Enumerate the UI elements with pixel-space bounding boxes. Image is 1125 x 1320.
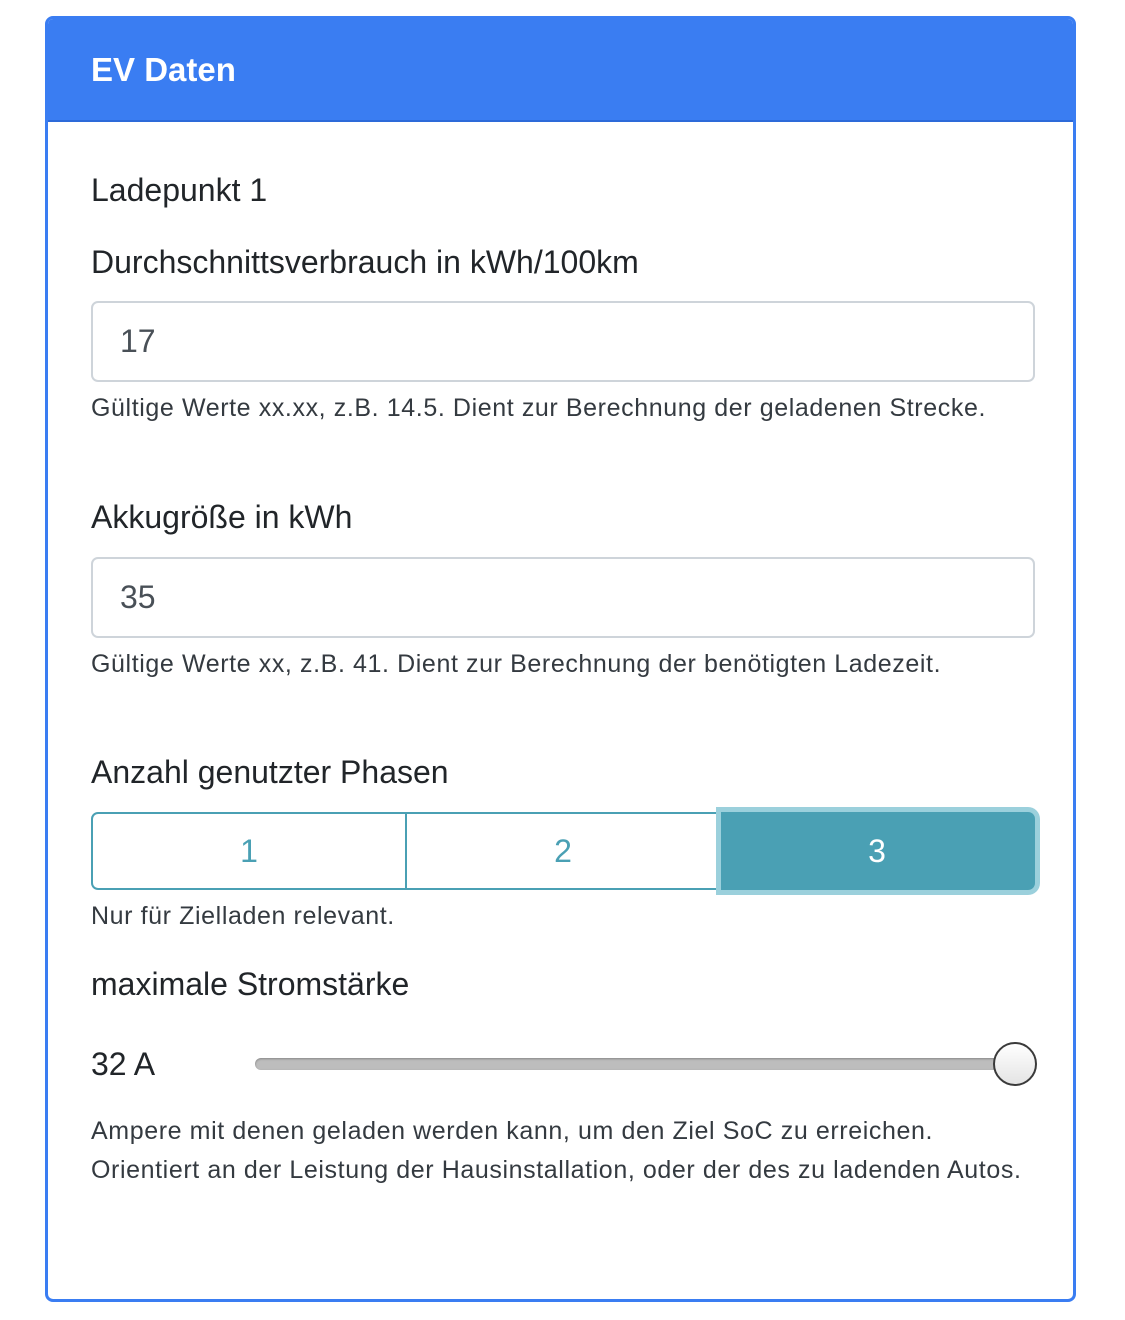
consumption-input[interactable] xyxy=(91,301,1035,382)
current-slider-thumb[interactable] xyxy=(993,1042,1037,1086)
consumption-label: Durchschnittsverbrauch in kWh/100km xyxy=(91,244,639,280)
consumption-help: Gültige Werte xx.xx, z.B. 14.5. Dient zur Berechnung der geladenen Strecke. xyxy=(91,394,986,422)
current-help: Ampere mit denen geladen werden kann, um den Ziel SoC zu erreichen. Orientiert an der Leistung der Hausinstallation, oder der des zu ladenden Autos. xyxy=(91,1117,1022,1184)
card-header xyxy=(48,19,1073,122)
battery-label: Akkugröße in kWh xyxy=(91,499,353,535)
battery-input[interactable] xyxy=(91,557,1035,638)
phase-button-2[interactable]: 2 xyxy=(407,812,721,890)
phases-help: Nur für Zielladen relevant. xyxy=(91,902,395,930)
current-slider[interactable] xyxy=(255,1058,1035,1070)
current-label: maximale Stromstärke xyxy=(91,966,410,1002)
phase-button-3[interactable]: 3 xyxy=(721,812,1035,890)
ev-data-card xyxy=(45,16,1076,1302)
current-value: 32 A xyxy=(91,1046,156,1082)
phase-button-1[interactable]: 1 xyxy=(91,812,407,890)
battery-help: Gültige Werte xx, z.B. 41. Dient zur Berechnung der benötigten Ladezeit. xyxy=(91,650,942,678)
section-title: Ladepunkt 1 xyxy=(91,172,268,208)
phases-label: Anzahl genutzter Phasen xyxy=(91,754,449,790)
card-title: EV Daten xyxy=(91,50,236,88)
battery-input-value: 35 xyxy=(120,579,156,615)
consumption-input-value: 17 xyxy=(120,323,156,359)
phases-button-group xyxy=(91,812,1035,890)
